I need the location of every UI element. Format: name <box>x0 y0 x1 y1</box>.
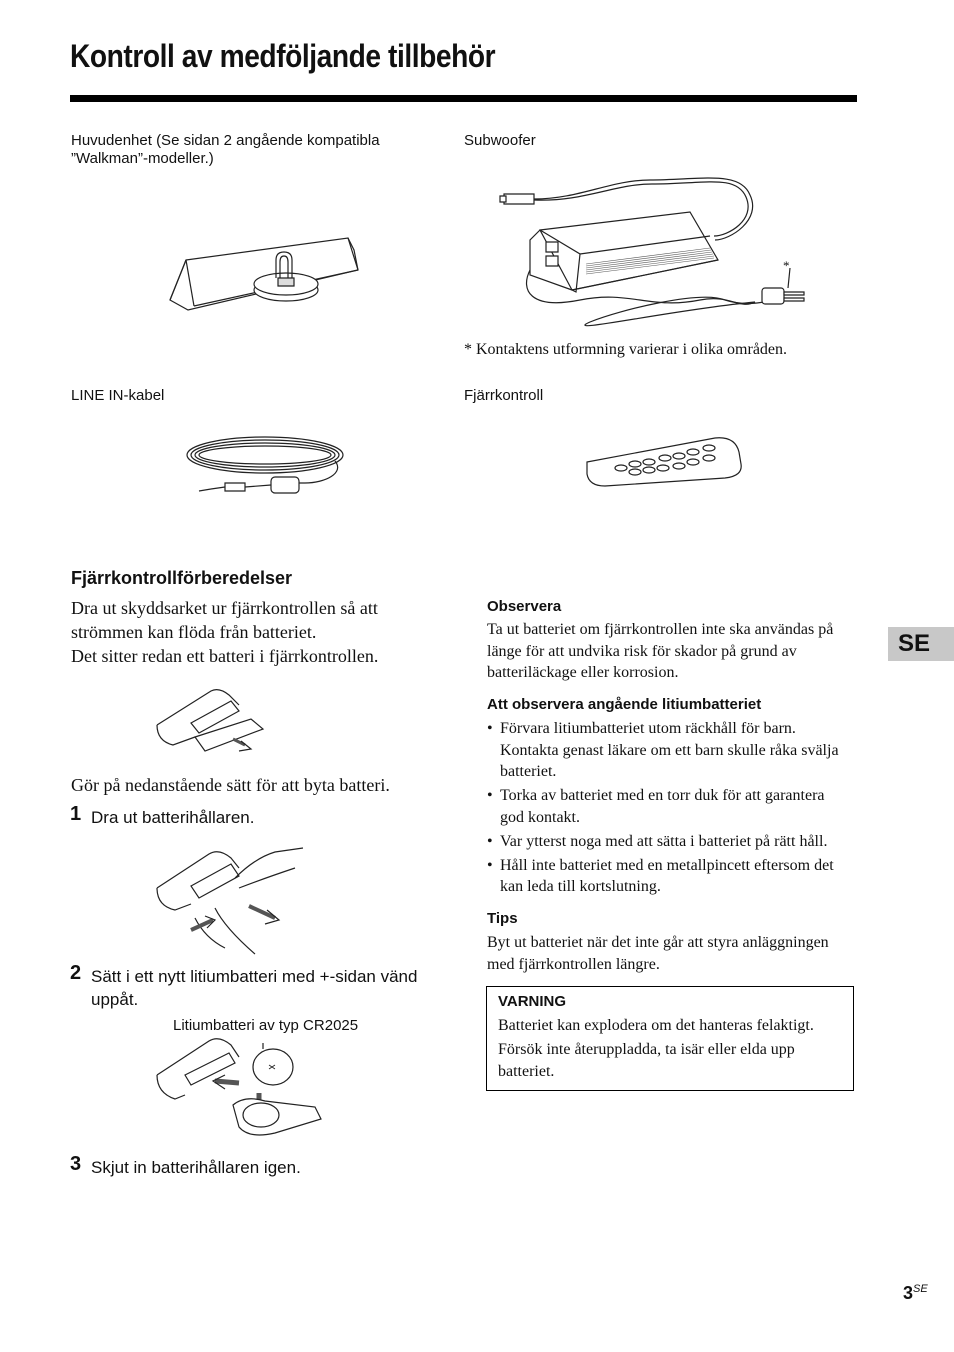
prep-intro-line3: Det sitter redan ett batteri i fjärrkontrollen. <box>71 646 379 666</box>
main-unit-label-line2: ”Walkman”-modeller.) <box>71 150 214 167</box>
warning-line3: batteriet. <box>498 1063 555 1080</box>
page-number <box>903 1283 928 1304</box>
lithium-item-3-line1: • Var ytterst noga med att sätta i batteriet på rätt håll. <box>500 832 828 850</box>
step-2-text-line1: Sätt i ett nytt litiumbatteri med +-sidan vänd <box>91 967 418 986</box>
lithium-item-4-line2: kan leda till kortslutning. <box>500 878 661 895</box>
page-number-value: 3 <box>903 1283 914 1303</box>
tips-line1: Byt ut batteriet när det inte går att styra anläggningen <box>487 934 829 951</box>
list-item <box>487 831 859 853</box>
warning-line1: Batteriet kan explodera om det hanteras felaktigt. <box>498 1017 814 1034</box>
observera-text <box>487 619 857 684</box>
battery-type-label: Litiumbatteri av typ CR2025 <box>173 1017 359 1034</box>
title-rule <box>70 95 857 102</box>
protective-sheet-illustration <box>155 685 265 755</box>
subwoofer-illustration <box>500 160 820 335</box>
tips-line2: med fjärrkontrollen längre. <box>487 955 660 973</box>
main-unit-illustration <box>168 230 368 312</box>
lithium-item-2-line2: god kontakt. <box>500 808 580 826</box>
list-item <box>487 718 859 783</box>
pull-holder-illustration <box>155 848 305 956</box>
lithium-item-1-line1: • Förvara litiumbatteriet utom räckhåll för barn. <box>500 720 796 737</box>
observera-heading: Observera <box>487 598 562 615</box>
subwoofer-label: Subwoofer <box>464 132 536 149</box>
lithium-item-1-line2: Kontakta genast läkare om ett barn skulle råka svälja <box>500 741 839 759</box>
lithium-item-1-line3: batteriet. <box>500 763 557 780</box>
warning-line2: Försök inte återuppladda, ta isär eller elda upp <box>498 1041 795 1058</box>
lithium-item-4-line1: • Håll inte batteriet med en metallpincett eftersom det <box>500 856 834 874</box>
observera-line3: batteriläckage eller korrosion. <box>487 664 679 681</box>
replace-intro: Gör på nedanstående sätt för att byta batteri. <box>71 775 390 795</box>
main-unit-label <box>71 132 380 168</box>
step-1-number: 1 <box>70 803 82 825</box>
prep-intro-line1: Dra ut skyddsarket ur fjärrkontrollen så att <box>71 598 378 618</box>
tips-text <box>487 932 857 975</box>
language-tab: SE <box>888 627 954 661</box>
warning-text <box>498 1015 848 1083</box>
list-item <box>487 855 859 898</box>
page-title: Kontroll av medföljande tillbehör <box>70 38 496 74</box>
page-number-suffix: SE <box>913 1283 928 1295</box>
observera-line1: Ta ut batteriet om fjärrkontrollen inte ska användas på <box>487 621 834 638</box>
step-3-text: Skjut in batterihållaren igen. <box>91 1158 301 1177</box>
list-item <box>487 785 859 828</box>
step-1-text: Dra ut batterihållaren. <box>91 808 255 827</box>
plug-asterisk: * <box>783 258 790 273</box>
plug-note: * Kontaktens utformning varierar i olika områden. <box>464 341 788 358</box>
tips-heading: Tips <box>487 910 518 927</box>
lithium-heading: Att observera angående litiumbatteriet <box>487 696 762 713</box>
prep-intro <box>71 596 461 668</box>
observera-line2: länge för att undvika risk för skador på grund av <box>487 642 797 660</box>
warning-heading: VARNING <box>498 993 567 1010</box>
remote-label: Fjärrkontroll <box>464 387 544 404</box>
lithium-item-2-line1: • Torka av batteriet med en torr duk för att garantera <box>500 787 825 804</box>
step-2-text <box>91 965 461 1011</box>
prep-intro-line2: strömmen kan flöda från batteriet. <box>71 622 317 642</box>
line-in-cable-label: LINE IN-kabel <box>71 387 165 404</box>
step-2-text-line2: uppåt. <box>91 990 139 1009</box>
main-unit-label-line1: Huvudenhet (Se sidan 2 angående kompatibla <box>71 132 380 149</box>
remote-illustration <box>585 434 745 488</box>
line-in-cable-illustration <box>185 425 355 505</box>
step-2-number: 2 <box>70 962 82 984</box>
lithium-list <box>487 718 859 900</box>
insert-battery-illustration <box>155 1035 325 1141</box>
prep-heading: Fjärrkontrollförberedelser <box>71 568 293 588</box>
step-3-number: 3 <box>70 1153 82 1175</box>
